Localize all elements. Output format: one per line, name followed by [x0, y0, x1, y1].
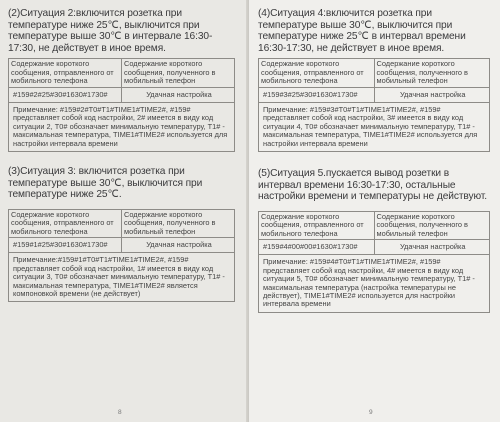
sent-sms-header: Содержание короткого сообщения, отправленного от мобильного телефона — [259, 59, 375, 87]
situation-2-section — [8, 8, 235, 152]
received-sms-header: Содержание короткого сообщения, полученного в мобильный телефон — [374, 211, 490, 239]
sms-command-code: #159#2#25#30#1630#1730# — [9, 87, 122, 102]
sent-sms-header: Содержание короткого сообщения, отправленного от мобильного телефона — [9, 59, 122, 87]
situation-4-section — [258, 8, 490, 152]
situation-4-heading: (4)Ситуация 4:включится розетка при температуре выше 30℃, выключится при температуре ниже 25℃ в интервал времени 16:30-17:30, не действует в иное время. — [258, 8, 466, 54]
sms-reply-text: Удачная настройка — [374, 87, 490, 102]
left-page — [0, 0, 249, 422]
situation-2-note: Примечание: #159#2#T0#T1#TIME1#TIME2#, #159# представляет собой код настройки, 2# имеется в виду код ситуации 2, T0# обозначает минимальную температуру, T1# - максимальная температура, TIME1#TIME2# используется для настройки интервала времени — [9, 103, 235, 152]
situation-3-table — [8, 209, 235, 303]
situation-5-heading: (5)Ситуация 5.пускается вывод розетки в интервал времени 16:30-17:30, остальные настройки времени и температуры не действуют. — [258, 168, 487, 203]
sms-command-code: #159#1#25#30#1630#1730# — [9, 238, 122, 253]
sent-sms-header: Содержание короткого сообщения, отправленного от мобильного телефона — [259, 211, 375, 239]
sms-reply-text: Удачная настройка — [122, 87, 235, 102]
situation-5-section — [258, 168, 490, 313]
received-sms-header: Содержание короткого сообщения, полученного в мобильный телефон — [122, 209, 235, 237]
received-sms-header: Содержание короткого сообщения, полученного в мобильный телефон — [374, 59, 490, 87]
sms-command-code: #159#4#00#00#1630#1730# — [259, 240, 375, 255]
situation-4-table — [258, 58, 490, 152]
situation-5-note: Примечание: #159#4#T0#T1#TIME1#TIME2#, #159# представляет собой код настройки, 4# имеется в виду код ситуации 5, T0# обозначает минимальную температуру, T1# - максимальная температура (настройка температуры не действует), TIME1#TIME2# используется для настройки интервала времени — [259, 255, 490, 312]
sms-command-code: #159#3#25#30#1630#1730# — [259, 87, 375, 102]
situation-2-table — [8, 58, 235, 152]
sms-reply-text: Удачная настройка — [374, 240, 490, 255]
situation-3-note: Примечание:#159#1#T0#T1#TIME1#TIME2#, #159# представляет собой код настройки, 1# имеется в виду код ситуации 3, T0# обозначает минимальную температуру, T1# - максимальная температура, TIME1#TIME2# является компоновкой времени (не действует) — [9, 253, 235, 302]
situation-3-heading: (3)Ситуация 3: включится розетка при температуре выше 30℃, выключится при температуре ниже 25℃. — [8, 166, 203, 201]
page-number-right: 9 — [369, 409, 373, 416]
situation-3-section — [8, 166, 235, 302]
received-sms-header: Содержание короткого сообщения, полученного в мобильный телефон — [122, 59, 235, 87]
right-page — [249, 0, 500, 422]
situation-4-note: Примечание: #159#3#T0#T1#TIME1#TIME2#, #159# представляет собой код настройки, 3# имеется в виду код ситуации 4, T0# обозначает минимальную температуру, T1# - максимальная температура, TIME1#TIME2# используется для настройки интервала времени — [259, 103, 490, 152]
sms-reply-text: Удачная настройка — [122, 238, 235, 253]
situation-5-table — [258, 211, 490, 313]
sent-sms-header: Содержание короткого сообщения, отправленного от мобильного телефона — [9, 209, 122, 237]
situation-2-heading: (2)Ситуация 2:включится розетка при температуре ниже 25℃, выключится при температуре выше 30℃ в интервале 16:30-17:30, не действует в иное время. — [8, 8, 213, 54]
page-number-left: 8 — [118, 409, 122, 416]
